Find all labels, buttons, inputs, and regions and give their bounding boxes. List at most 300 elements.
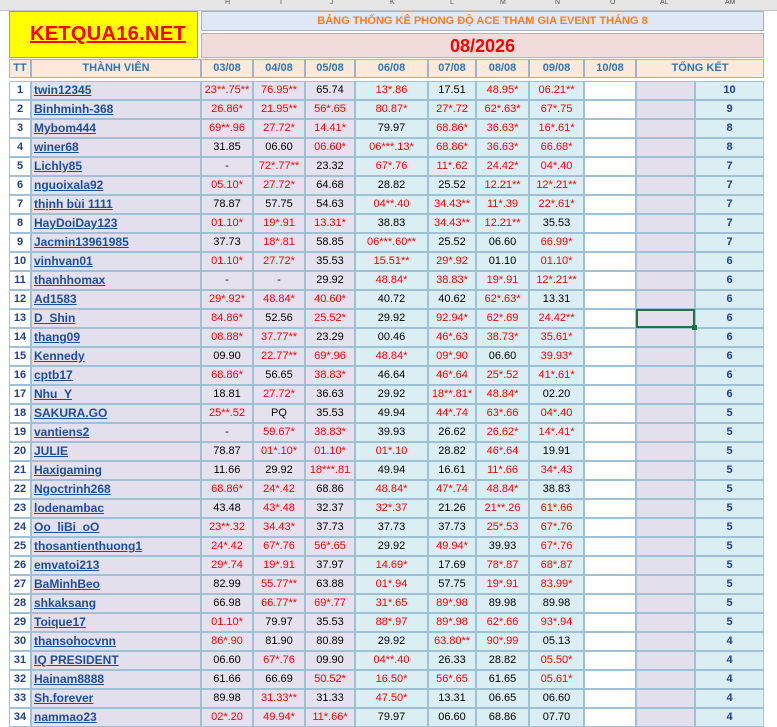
column-letter[interactable]: L [450,0,454,6]
total-spacer-cell[interactable] [636,100,695,119]
total-cell[interactable]: 8 [695,119,764,138]
column-letter[interactable]: I [280,0,282,6]
row-number[interactable]: 7 [9,195,31,214]
score-cell[interactable]: 62*.63* [476,100,529,119]
score-cell[interactable]: 55.77** [253,575,305,594]
score-cell[interactable] [584,670,636,689]
score-cell[interactable]: 34.43** [428,214,476,233]
score-cell[interactable]: - [201,157,253,176]
score-cell[interactable] [584,328,636,347]
member-name[interactable]: Sh.forever [31,689,201,708]
score-cell[interactable] [584,385,636,404]
score-cell[interactable]: 61*.66 [529,499,584,518]
score-cell[interactable]: 89.98 [476,594,529,613]
score-cell[interactable]: 06.65 [476,689,529,708]
score-cell[interactable]: 27.72* [253,252,305,271]
score-cell[interactable]: 68.86* [428,138,476,157]
total-cell[interactable]: 8 [695,138,764,157]
total-spacer-cell[interactable] [636,157,695,176]
score-cell[interactable]: 01.10* [201,214,253,233]
score-cell[interactable]: 12*.21** [529,176,584,195]
member-name[interactable]: JULIE [31,442,201,461]
score-cell[interactable]: 57.75 [428,575,476,594]
member-name[interactable]: lodenambac [31,499,201,518]
total-spacer-cell[interactable] [636,632,695,651]
score-cell[interactable]: 56*.65 [305,100,355,119]
total-spacer-cell[interactable] [636,252,695,271]
score-cell[interactable]: 69*.96 [305,347,355,366]
score-cell[interactable] [584,366,636,385]
member-name[interactable]: Nhu_Y [31,385,201,404]
score-cell[interactable]: - [201,423,253,442]
score-cell[interactable]: 48.84* [476,385,529,404]
score-cell[interactable]: 31.33 [305,689,355,708]
score-cell[interactable]: 01.10* [201,252,253,271]
header-date[interactable]: 08/08 [476,59,529,78]
score-cell[interactable]: 09.90 [201,347,253,366]
score-cell[interactable]: 05.13 [529,632,584,651]
score-cell[interactable]: 19*.91 [253,556,305,575]
score-cell[interactable]: 38.83 [529,480,584,499]
total-cell[interactable]: 6 [695,290,764,309]
score-cell[interactable]: 62*.63* [476,290,529,309]
header-member[interactable]: THÀNH VIÊN [31,59,201,78]
score-cell[interactable]: 37.97 [305,556,355,575]
member-name[interactable]: nguoixala92 [31,176,201,195]
score-cell[interactable]: PQ [253,404,305,423]
row-number[interactable]: 18 [9,404,31,423]
total-cell[interactable]: 9 [695,100,764,119]
score-cell[interactable]: 43.48 [201,499,253,518]
score-cell[interactable]: 59.67* [253,423,305,442]
member-name[interactable]: thansohocvnn [31,632,201,651]
score-cell[interactable]: 90*.99 [476,632,529,651]
score-cell[interactable]: 27.72* [253,119,305,138]
score-cell[interactable] [584,119,636,138]
score-cell[interactable]: 93*.94 [529,613,584,632]
score-cell[interactable]: 35.53 [305,613,355,632]
score-cell[interactable]: 13.31 [428,689,476,708]
total-cell[interactable]: 5 [695,442,764,461]
row-number[interactable]: 25 [9,537,31,556]
score-cell[interactable]: 47.50* [355,689,428,708]
score-cell[interactable]: 39.93 [476,537,529,556]
score-cell[interactable]: 68.86 [305,480,355,499]
score-cell[interactable]: 47*.74 [428,480,476,499]
score-cell[interactable]: 68.86* [428,119,476,138]
score-cell[interactable]: 78*.87 [476,556,529,575]
row-number[interactable]: 13 [9,309,31,328]
member-name[interactable]: Ngoctrinh268 [31,480,201,499]
total-spacer-cell[interactable] [636,81,695,100]
total-spacer-cell[interactable] [636,347,695,366]
score-cell[interactable]: 19.91 [529,442,584,461]
score-cell[interactable]: 19*.91 [476,271,529,290]
score-cell[interactable]: 22*.61* [529,195,584,214]
row-number[interactable]: 5 [9,157,31,176]
score-cell[interactable] [584,423,636,442]
score-cell[interactable]: 29.92 [355,309,428,328]
total-cell[interactable]: 5 [695,423,764,442]
column-letter[interactable]: M [500,0,506,6]
score-cell[interactable]: 89*.98 [428,594,476,613]
score-cell[interactable] [584,594,636,613]
selected-cell[interactable] [636,309,695,328]
score-cell[interactable] [584,480,636,499]
score-cell[interactable]: 06.60 [201,651,253,670]
score-cell[interactable]: 18.81 [201,385,253,404]
score-cell[interactable]: 67*.76 [253,537,305,556]
score-cell[interactable]: 46*.64 [428,366,476,385]
total-spacer-cell[interactable] [636,290,695,309]
row-number[interactable]: 4 [9,138,31,157]
row-number[interactable]: 29 [9,613,31,632]
score-cell[interactable]: 43*.48 [253,499,305,518]
total-spacer-cell[interactable] [636,442,695,461]
score-cell[interactable] [584,651,636,670]
column-letter[interactable]: O [610,0,616,6]
score-cell[interactable]: 48.84* [355,271,428,290]
score-cell[interactable]: 64.68 [305,176,355,195]
score-cell[interactable]: 48.95* [476,81,529,100]
total-cell[interactable]: 6 [695,347,764,366]
header-date[interactable]: 04/08 [253,59,305,78]
score-cell[interactable]: 40.72 [355,290,428,309]
total-cell[interactable]: 4 [695,632,764,651]
member-name[interactable]: cptb17 [31,366,201,385]
total-cell[interactable]: 5 [695,594,764,613]
score-cell[interactable]: 27.72* [253,176,305,195]
score-cell[interactable]: 34*.43 [529,461,584,480]
score-cell[interactable]: 62*.66 [476,613,529,632]
member-name[interactable]: shkaksang [31,594,201,613]
score-cell[interactable]: 67*.75 [529,100,584,119]
score-cell[interactable]: 24*.42 [201,537,253,556]
score-cell[interactable]: 32.37 [305,499,355,518]
score-cell[interactable]: 25.52 [428,233,476,252]
header-date[interactable]: 05/08 [305,59,355,78]
score-cell[interactable]: 80.87* [355,100,428,119]
score-cell[interactable]: 83.99* [529,575,584,594]
member-name[interactable]: nammao23 [31,708,201,727]
column-letter[interactable]: J [330,0,334,6]
total-cell[interactable]: 4 [695,651,764,670]
score-cell[interactable]: 36.63* [476,119,529,138]
score-cell[interactable]: 56*.65 [428,670,476,689]
total-cell[interactable]: 6 [695,271,764,290]
total-spacer-cell[interactable] [636,651,695,670]
score-cell[interactable]: 15.51** [355,252,428,271]
score-cell[interactable]: 28.82 [355,176,428,195]
total-spacer-cell[interactable] [636,689,695,708]
header-date[interactable]: 03/08 [201,59,253,78]
score-cell[interactable] [584,442,636,461]
score-cell[interactable]: 06.60 [476,233,529,252]
score-cell[interactable]: 46.64 [355,366,428,385]
score-cell[interactable]: 25*.53 [476,518,529,537]
score-cell[interactable]: 92.94* [428,309,476,328]
total-cell[interactable]: 5 [695,556,764,575]
score-cell[interactable] [584,233,636,252]
total-cell[interactable]: 6 [695,385,764,404]
member-name[interactable]: Hainam8888 [31,670,201,689]
score-cell[interactable] [584,309,636,328]
score-cell[interactable]: 35.61* [529,328,584,347]
score-cell[interactable]: 29*.92 [428,252,476,271]
score-cell[interactable]: 06.60 [428,708,476,727]
score-cell[interactable]: 39.93 [355,423,428,442]
row-number[interactable]: 33 [9,689,31,708]
score-cell[interactable]: 67*.76 [253,651,305,670]
score-cell[interactable] [584,347,636,366]
member-name[interactable]: BaMinhBeo [31,575,201,594]
total-cell[interactable]: 4 [695,708,764,727]
member-name[interactable]: winer68 [31,138,201,157]
score-cell[interactable]: 18***.81 [305,461,355,480]
score-cell[interactable]: 80.89 [305,632,355,651]
score-cell[interactable]: 68.86 [476,708,529,727]
member-name[interactable]: thang09 [31,328,201,347]
total-spacer-cell[interactable] [636,366,695,385]
member-name[interactable]: thịnh bùi 1111 [31,195,201,214]
total-spacer-cell[interactable] [636,613,695,632]
total-spacer-cell[interactable] [636,423,695,442]
score-cell[interactable]: 63.80** [428,632,476,651]
score-cell[interactable]: 65.74 [305,81,355,100]
total-cell[interactable]: 7 [695,195,764,214]
total-cell[interactable]: 7 [695,214,764,233]
score-cell[interactable] [584,689,636,708]
header-date[interactable]: 10/08 [584,59,636,78]
row-number[interactable]: 14 [9,328,31,347]
total-cell[interactable]: 7 [695,157,764,176]
total-cell[interactable]: 6 [695,309,764,328]
total-cell[interactable]: 4 [695,689,764,708]
score-cell[interactable]: 46*.64 [476,442,529,461]
score-cell[interactable]: 36.63* [476,138,529,157]
score-cell[interactable]: 18*.81 [253,233,305,252]
score-cell[interactable]: 24.42* [476,157,529,176]
score-cell[interactable]: 56.65 [253,366,305,385]
score-cell[interactable] [584,195,636,214]
score-cell[interactable] [584,499,636,518]
score-cell[interactable]: 40.62 [428,290,476,309]
score-cell[interactable]: 21**.26 [476,499,529,518]
score-cell[interactable]: 38.83* [428,271,476,290]
total-cell[interactable]: 6 [695,252,764,271]
score-cell[interactable] [584,575,636,594]
score-cell[interactable]: 48.84* [253,290,305,309]
score-cell[interactable]: 35.53 [305,404,355,423]
total-cell[interactable]: 5 [695,404,764,423]
score-cell[interactable]: 46*.63 [428,328,476,347]
score-cell[interactable]: 27.72* [253,385,305,404]
score-cell[interactable]: 89.98 [201,689,253,708]
score-cell[interactable]: 31.85 [201,138,253,157]
row-number[interactable]: 2 [9,100,31,119]
score-cell[interactable]: 28.82 [476,651,529,670]
score-cell[interactable]: 37.77** [253,328,305,347]
score-cell[interactable]: 26.62 [428,423,476,442]
score-cell[interactable]: 48.84* [476,480,529,499]
score-cell[interactable]: 16.61 [428,461,476,480]
score-cell[interactable]: 05.10* [201,176,253,195]
score-cell[interactable]: 06.60* [305,138,355,157]
total-spacer-cell[interactable] [636,233,695,252]
score-cell[interactable]: 08.88* [201,328,253,347]
header-date[interactable]: 07/08 [428,59,476,78]
total-spacer-cell[interactable] [636,575,695,594]
total-spacer-cell[interactable] [636,328,695,347]
score-cell[interactable]: 11.66 [201,461,253,480]
score-cell[interactable] [584,271,636,290]
score-cell[interactable] [584,613,636,632]
score-cell[interactable]: 66.77** [253,594,305,613]
score-cell[interactable]: 16.50* [355,670,428,689]
total-spacer-cell[interactable] [636,480,695,499]
member-name[interactable]: Jacmin13961985 [31,233,201,252]
score-cell[interactable]: 17.69 [428,556,476,575]
score-cell[interactable]: 81.90 [253,632,305,651]
total-cell[interactable]: 7 [695,233,764,252]
score-cell[interactable]: 49.94 [355,404,428,423]
score-cell[interactable] [584,461,636,480]
score-cell[interactable]: 38.83* [305,366,355,385]
row-number[interactable]: 24 [9,518,31,537]
score-cell[interactable]: 49.94* [253,708,305,727]
score-cell[interactable]: 04*.40 [529,157,584,176]
score-cell[interactable]: 88*.97 [355,613,428,632]
score-cell[interactable]: 35.53 [305,252,355,271]
total-cell[interactable]: 6 [695,328,764,347]
score-cell[interactable] [584,708,636,727]
member-name[interactable]: Toique17 [31,613,201,632]
row-number[interactable]: 16 [9,366,31,385]
score-cell[interactable]: 02*.20 [201,708,253,727]
score-cell[interactable]: 22.77** [253,347,305,366]
score-cell[interactable]: 38.83 [355,214,428,233]
score-cell[interactable]: 67*.76 [355,157,428,176]
score-cell[interactable]: 66.68* [529,138,584,157]
row-number[interactable]: 8 [9,214,31,233]
score-cell[interactable]: 11*.66* [305,708,355,727]
row-number[interactable]: 15 [9,347,31,366]
member-name[interactable]: Ad1583 [31,290,201,309]
score-cell[interactable]: 67*.76 [529,537,584,556]
header-date[interactable]: 09/08 [529,59,584,78]
score-cell[interactable]: 04**.40 [355,195,428,214]
score-cell[interactable]: 48.84* [355,480,428,499]
score-cell[interactable]: 69**.96 [201,119,253,138]
member-name[interactable]: Haxigaming [31,461,201,480]
score-cell[interactable] [584,518,636,537]
total-cell[interactable]: 6 [695,366,764,385]
score-cell[interactable]: 26.33 [428,651,476,670]
score-cell[interactable]: 29.92 [253,461,305,480]
score-cell[interactable] [584,214,636,233]
score-cell[interactable]: 21.26 [428,499,476,518]
score-cell[interactable]: 00.46 [355,328,428,347]
score-cell[interactable]: 57.75 [253,195,305,214]
score-cell[interactable]: 19*.91 [253,214,305,233]
score-cell[interactable]: 25**.52 [201,404,253,423]
member-name[interactable]: Lichly85 [31,157,201,176]
row-number[interactable]: 21 [9,461,31,480]
row-number[interactable]: 6 [9,176,31,195]
score-cell[interactable]: 06***.60** [355,233,428,252]
score-cell[interactable]: 01*.10 [355,442,428,461]
member-name[interactable]: thosantienthuong1 [31,537,201,556]
row-number[interactable]: 12 [9,290,31,309]
score-cell[interactable] [584,138,636,157]
total-spacer-cell[interactable] [636,119,695,138]
score-cell[interactable]: 58.85 [305,233,355,252]
total-cell[interactable]: 5 [695,613,764,632]
score-cell[interactable]: 06.60 [529,689,584,708]
score-cell[interactable]: 14*.41* [529,423,584,442]
score-cell[interactable]: 48.84* [355,347,428,366]
score-cell[interactable]: 21.95** [253,100,305,119]
score-cell[interactable]: 39.93* [529,347,584,366]
member-name[interactable]: twin12345 [31,81,201,100]
score-cell[interactable]: 37.73 [201,233,253,252]
total-spacer-cell[interactable] [636,670,695,689]
score-cell[interactable]: 34.43* [253,518,305,537]
score-cell[interactable]: 13.31* [305,214,355,233]
score-cell[interactable]: 28.82 [428,442,476,461]
score-cell[interactable]: 66.98 [201,594,253,613]
member-name[interactable]: HayDoiDay123 [31,214,201,233]
score-cell[interactable]: 01.10* [201,613,253,632]
score-cell[interactable]: 17.51 [428,81,476,100]
row-number[interactable]: 28 [9,594,31,613]
total-cell[interactable]: 5 [695,480,764,499]
score-cell[interactable]: 61.66 [201,670,253,689]
column-letter[interactable]: H [225,0,231,6]
score-cell[interactable]: 61.65 [476,670,529,689]
score-cell[interactable]: 16*.61* [529,119,584,138]
score-cell[interactable]: 41*.61* [529,366,584,385]
score-cell[interactable]: 68.86* [201,366,253,385]
total-spacer-cell[interactable] [636,461,695,480]
total-spacer-cell[interactable] [636,518,695,537]
score-cell[interactable]: 34.43** [428,195,476,214]
total-cell[interactable]: 7 [695,176,764,195]
row-number[interactable]: 17 [9,385,31,404]
score-cell[interactable]: 12*.21** [529,271,584,290]
score-cell[interactable]: 68*.87 [529,556,584,575]
total-cell[interactable]: 5 [695,518,764,537]
score-cell[interactable]: 14.41* [305,119,355,138]
member-name[interactable]: D_Shin [31,309,201,328]
member-name[interactable]: Oo_liBi_oO [31,518,201,537]
row-number[interactable]: 3 [9,119,31,138]
score-cell[interactable]: 31.33** [253,689,305,708]
row-number[interactable]: 22 [9,480,31,499]
score-cell[interactable]: 27*.72 [428,100,476,119]
score-cell[interactable]: 06.60 [253,138,305,157]
score-cell[interactable]: 31*.65 [355,594,428,613]
header-date[interactable]: 06/08 [355,59,428,78]
score-cell[interactable]: 25.52* [305,309,355,328]
score-cell[interactable]: 06.60 [476,347,529,366]
score-cell[interactable]: 37.73 [428,518,476,537]
member-name[interactable]: SAKURA.GO [31,404,201,423]
score-cell[interactable]: 12.21** [476,176,529,195]
score-cell[interactable]: 35.53 [529,214,584,233]
score-cell[interactable] [584,632,636,651]
total-spacer-cell[interactable] [636,214,695,233]
